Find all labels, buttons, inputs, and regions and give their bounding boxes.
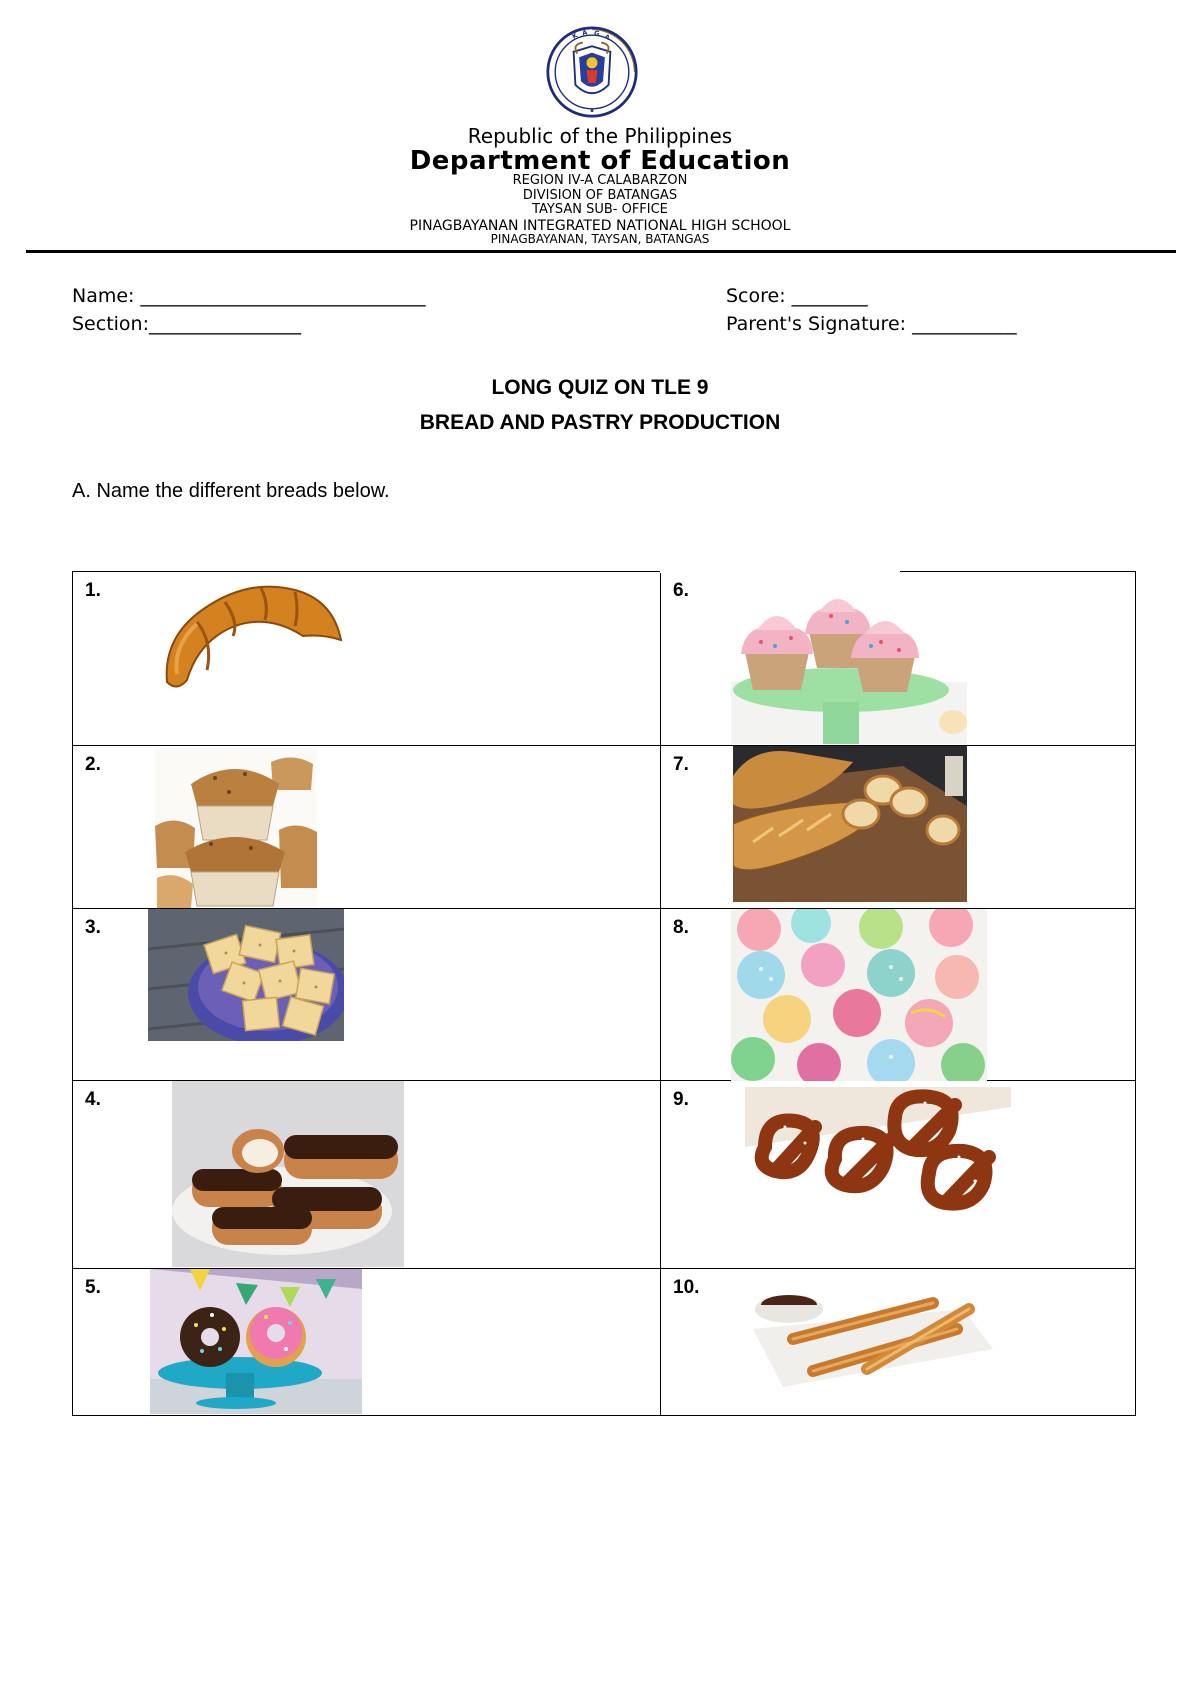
doughnuts-image xyxy=(150,1269,362,1414)
quiz-cell-4[interactable] xyxy=(73,1081,661,1269)
item-number: 6. xyxy=(673,580,689,601)
bread-quiz-table xyxy=(72,571,1136,1416)
cupcakes-image xyxy=(731,572,967,744)
quiz-title: LONG QUIZ ON TLE 9 xyxy=(491,376,709,399)
item-number: 8. xyxy=(673,917,689,938)
pretzels-image xyxy=(745,1087,1011,1221)
quiz-cell-5[interactable] xyxy=(73,1269,661,1416)
deped-seal-logo xyxy=(546,26,638,118)
svg-text:K: K xyxy=(570,31,579,41)
item-number: 10. xyxy=(673,1277,700,1298)
macarons-image xyxy=(731,909,987,1081)
quiz-cell-8[interactable] xyxy=(661,909,1136,1081)
cupcake-photo-overlap xyxy=(660,569,900,573)
item-number: 4. xyxy=(85,1089,101,1110)
quiz-cell-10[interactable] xyxy=(661,1269,1136,1416)
region-line: REGION IV-A CALABARZON xyxy=(512,173,688,188)
score-field[interactable]: Score: ________ xyxy=(726,285,868,307)
name-field[interactable]: Name: ______________________________ xyxy=(72,285,426,307)
churros-image xyxy=(743,1279,999,1395)
svg-text:A: A xyxy=(581,28,589,38)
item-number: 9. xyxy=(673,1089,689,1110)
quiz-subtitle: BREAD AND PASTRY PRODUCTION xyxy=(419,411,781,434)
item-number: 2. xyxy=(85,754,101,775)
sub-office-line: TAYSAN SUB- OFFICE xyxy=(532,202,668,217)
baguette-image xyxy=(733,746,967,902)
parent-signature-field[interactable]: Parent's Signature: ___________ xyxy=(726,313,1017,335)
quiz-cell-3[interactable] xyxy=(73,909,661,1081)
svg-text:A: A xyxy=(603,32,612,42)
item-number: 7. xyxy=(673,754,689,775)
republic-heading: Republic of the Philippines xyxy=(467,124,733,148)
address-line: PINAGBAYANAN, TAYSAN, BATANGAS xyxy=(490,232,710,246)
department-heading: Department of Education xyxy=(409,146,791,176)
header-divider xyxy=(26,250,1176,253)
section-field[interactable]: Section:________________ xyxy=(72,313,301,335)
quiz-cell-1[interactable] xyxy=(73,572,661,746)
item-number: 5. xyxy=(85,1277,101,1298)
svg-text:G: G xyxy=(593,29,600,38)
croissant-image xyxy=(157,574,347,696)
quiz-cell-6[interactable] xyxy=(661,572,1136,746)
school-line: PINAGBAYANAN INTEGRATED NATIONAL HIGH SCHOOL xyxy=(409,218,791,234)
division-line: DIVISION OF BATANGAS xyxy=(522,188,678,203)
quiz-cell-9[interactable] xyxy=(661,1081,1136,1269)
quiz-cell-2[interactable] xyxy=(73,746,661,909)
instruction-text: A. Name the different breads below. xyxy=(72,480,390,502)
item-number: 3. xyxy=(85,917,101,938)
quiz-cell-7[interactable] xyxy=(661,746,1136,909)
eclairs-image xyxy=(172,1081,404,1267)
item-number: 1. xyxy=(85,580,101,601)
crackers-image xyxy=(148,909,344,1041)
muffins-image xyxy=(155,748,317,908)
